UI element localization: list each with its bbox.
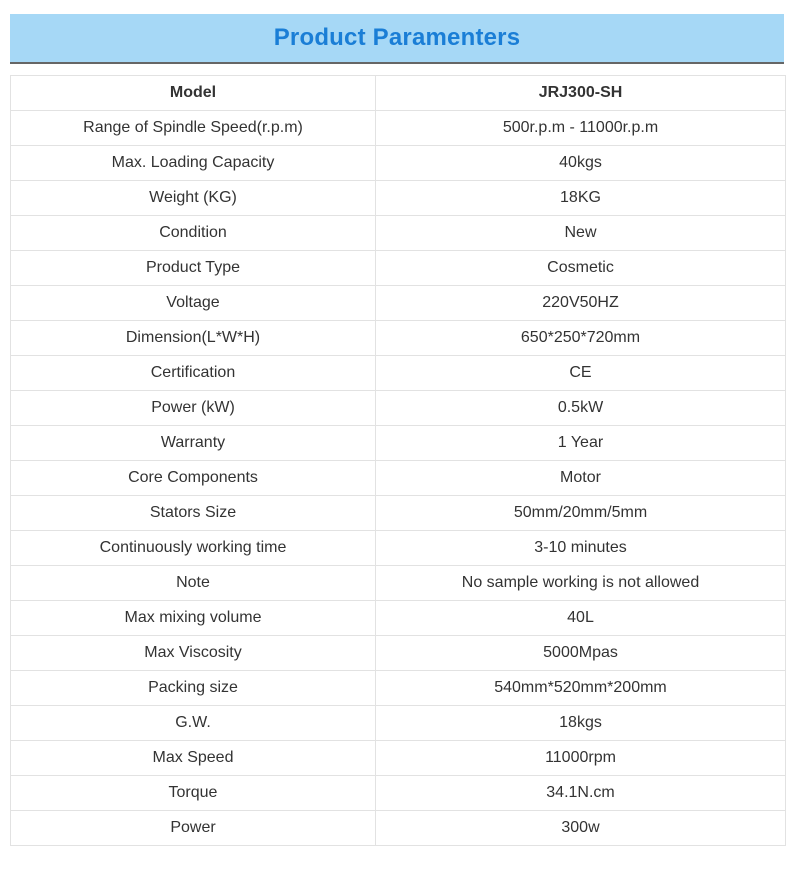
row-value: 1 Year — [376, 426, 786, 461]
table-row — [11, 531, 786, 566]
row-value: 18KG — [376, 181, 786, 216]
table-row — [11, 706, 786, 741]
row-label: Power (kW) — [11, 391, 376, 426]
table-row — [11, 251, 786, 286]
row-value: New — [376, 216, 786, 251]
table-row — [11, 566, 786, 601]
table-row — [11, 356, 786, 391]
product-parameters-table — [10, 75, 786, 846]
header-value-cell: JRJ300-SH — [376, 76, 786, 111]
row-label: Max Speed — [11, 741, 376, 776]
table-row — [11, 776, 786, 811]
table-row — [11, 426, 786, 461]
table-row — [11, 111, 786, 146]
table-row — [11, 601, 786, 636]
row-label: Weight (KG) — [11, 181, 376, 216]
row-value: 650*250*720mm — [376, 321, 786, 356]
table-row — [11, 496, 786, 531]
row-label: Max Viscosity — [11, 636, 376, 671]
row-label: Condition — [11, 216, 376, 251]
row-value: 40kgs — [376, 146, 786, 181]
row-value: 0.5kW — [376, 391, 786, 426]
table-row — [11, 636, 786, 671]
title-banner — [10, 14, 784, 64]
row-value: 40L — [376, 601, 786, 636]
table-row — [11, 671, 786, 706]
row-label: Warranty — [11, 426, 376, 461]
row-label: Max. Loading Capacity — [11, 146, 376, 181]
row-value: 11000rpm — [376, 741, 786, 776]
row-label: Dimension(L*W*H) — [11, 321, 376, 356]
row-value: No sample working is not allowed — [376, 566, 786, 601]
table-header-row — [11, 76, 786, 111]
row-label: G.W. — [11, 706, 376, 741]
row-label: Power — [11, 811, 376, 846]
row-value: 3-10 minutes — [376, 531, 786, 566]
table-row — [11, 181, 786, 216]
row-value: Cosmetic — [376, 251, 786, 286]
row-value: 18kgs — [376, 706, 786, 741]
row-value: 34.1N.cm — [376, 776, 786, 811]
row-label: Voltage — [11, 286, 376, 321]
page-title: Product Paramenters — [273, 24, 521, 51]
table-row — [11, 286, 786, 321]
row-label: Packing size — [11, 671, 376, 706]
table-row — [11, 391, 786, 426]
table-row — [11, 321, 786, 356]
table-row — [11, 461, 786, 496]
row-label: Note — [11, 566, 376, 601]
table-row — [11, 741, 786, 776]
header-label-cell: Model — [11, 76, 376, 111]
row-label: Torque — [11, 776, 376, 811]
row-label: Certification — [11, 356, 376, 391]
row-value: 5000Mpas — [376, 636, 786, 671]
row-value: 220V50HZ — [376, 286, 786, 321]
row-label: Range of Spindle Speed(r.p.m) — [11, 111, 376, 146]
row-label: Max mixing volume — [11, 601, 376, 636]
row-value: 540mm*520mm*200mm — [376, 671, 786, 706]
row-value: 50mm/20mm/5mm — [376, 496, 786, 531]
row-value: Motor — [376, 461, 786, 496]
table-row — [11, 811, 786, 846]
table-row — [11, 146, 786, 181]
row-value: 300w — [376, 811, 786, 846]
row-label: Product Type — [11, 251, 376, 286]
row-value: CE — [376, 356, 786, 391]
row-label: Continuously working time — [11, 531, 376, 566]
row-label: Stators Size — [11, 496, 376, 531]
table-row — [11, 216, 786, 251]
row-label: Core Components — [11, 461, 376, 496]
row-value: 500r.p.m - 11000r.p.m — [376, 111, 786, 146]
